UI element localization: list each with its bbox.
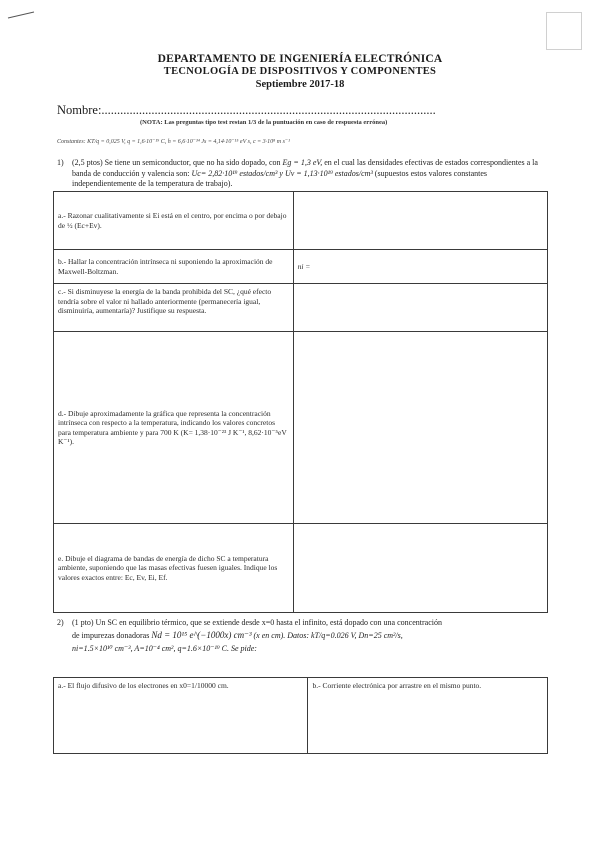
question-2 (57, 616, 552, 655)
question-1 (57, 158, 547, 190)
q1a-question: a.- Razonar cualitativamente si Ei está en el centro, por encima o por debajo de ½ (Ec+Ev). (54, 192, 294, 250)
subject-title: TECNOLOGÍA DE DISPOSITIVOS Y COMPONENTES (163, 66, 437, 77)
name-field[interactable]: Nombre:........................................................................................................... (57, 103, 436, 117)
q1-and: y (279, 168, 283, 178)
question-1-table (53, 191, 548, 613)
q2-line3: ni=1.5×10¹⁰ cm⁻³, A=10⁻⁴ cm², q=1.6×10⁻¹⁹ C. Se pide: (72, 644, 257, 653)
q2-line2-a: de impurezas donadoras (72, 631, 150, 640)
corner-box (546, 12, 582, 50)
exam-note: (NOTA: Las preguntas tipo test restan 1/3 de la puntuación en caso de respuesta errónea) (140, 119, 388, 126)
q1b-question: b.- Hallar la concentración intrínseca ni suponiendo la aproximación de Maxwell-Boltzman. (54, 250, 294, 284)
q1-text-b: en el cual las densidades efectivas de estados correspondientes a la banda de conducción y valencia son: (72, 158, 538, 178)
exam-date: Septiembre 2017-18 (255, 79, 345, 90)
q2b-question[interactable]: b.- Corriente electrónica por arrastre en el mismo punto. (308, 678, 548, 754)
q1-eg: Eg = 1,3 eV, (282, 158, 323, 167)
constants-line: Constantes: KT/q = 0,025 V, q = 1,6·10⁻¹⁹ C, h = 6,6·10⁻³⁴ Js = 4,14·10⁻¹⁵ eV s, c = 3·10⁸ m s⁻¹ (57, 139, 290, 145)
department-title: DEPARTAMENTO DE INGENIERÍA ELECTRÓNICA (157, 53, 443, 65)
q1-uv: Uv = 1,13·10¹⁹ estados/cm³ (284, 168, 373, 178)
question-2-number: 2) (57, 618, 64, 627)
q1e-answer[interactable] (293, 524, 547, 613)
q1-uc: Uc= 2,82·10¹⁹ estados/cm³ (191, 168, 278, 178)
q2a-question[interactable]: a.- El flujo difusivo de los electrones en x0=1/10000 cm. (54, 678, 308, 754)
pen-mark (6, 10, 36, 20)
q2-line2-b: (x en cm). Datos: kT/q=0.026 V, Dn=25 cm²/s, (253, 631, 403, 640)
q1e-question: e. Dibuje el diagrama de bandas de energía de dicho SC a temperatura ambiente, suponiendo que las masas efectivas fuesen iguales. Indique los valores exactos entre: Ec, Ev, Ei, Ef. (54, 524, 294, 613)
q1-text-c: (supuestos estos valores constantes independientemente de la temperatura de trabajo). (72, 168, 487, 188)
q1c-answer[interactable] (293, 284, 547, 332)
question-1-number: 1) (57, 158, 64, 167)
q1a-answer[interactable] (293, 192, 547, 250)
q1d-answer[interactable] (293, 332, 547, 524)
question-2-table (53, 677, 548, 754)
q1d-question: d.- Dibuje aproximadamente la gráfica que representa la concentración intrínseca con respecto a la temperatura, indicando los valores concretos para temperatura ambiente y para 700 K (K= 1,38·10⁻²³ J K⁻¹, 8,62·10⁻⁵eV K⁻¹). (54, 332, 294, 524)
q1c-question: c.- Si disminuyese la energía de la banda prohibida del SC, ¿qué efecto tendría sobre el valor ni hallado anteriormente (permanecería igual, disminuiría, aumentaría)? Justifique su respuesta. (54, 284, 294, 332)
q1-text-a: (2,5 ptos) Se tiene un semiconductor, que no ha sido dopado, con (72, 158, 281, 167)
q2-line1: (1 pto) Un SC en equilibrio térmico, que se extiende desde x=0 hasta el infinito, está dopado con una concentración (72, 618, 442, 627)
q2-formula: Nd = 10¹⁵ e^(−1000x) cm⁻³ (151, 630, 252, 640)
q1b-answer[interactable]: ni = (293, 250, 547, 284)
